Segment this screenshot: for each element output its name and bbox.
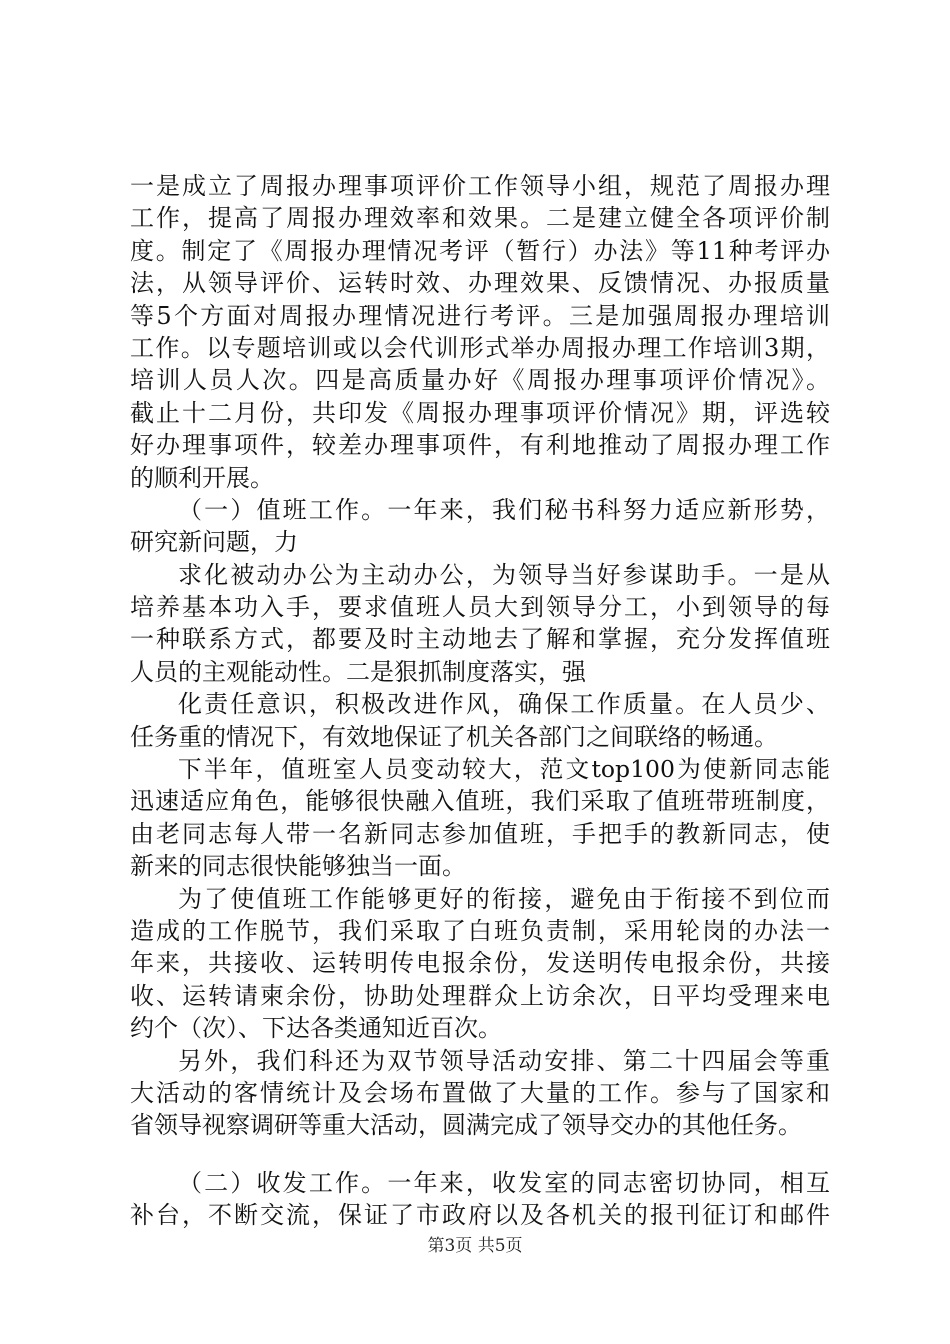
text-line: 法，从领导评价、运转时效、办理效果、反馈情况、办报质量 [130,269,830,298]
text-line: 求化被动办公为主动办公，为领导当好参谋助手。一是从 [178,560,830,589]
text-line: 度。制定了《周报办理情况考评（暂行）办法》等11种考评办 [130,236,830,265]
text-line: 人员的主观能动性。二是狠抓制度落实，强 [130,657,586,686]
paragraph-gap [130,1142,830,1167]
text-line: 年来，共接收、运转明传电报余份，发送明传电报余份，共接 [130,949,830,978]
text-line: 大活动的客情统计及会场布置做了大量的工作。参与了国家和 [130,1078,830,1107]
text-line: 迅速适应角色，能够很快融入值班，我们采取了值班带班制度， [130,787,830,816]
text-line: 造成的工作脱节，我们采取了白班负责制，采用轮岗的办法一 [130,916,830,945]
text-line: 收、运转请柬余份，协助处理群众上访余次，日平均受理来电 [130,981,830,1010]
text-line: 任务重的情况下，有效地保证了机关各部门之间联络的畅通。 [130,722,778,751]
paragraph-heading-line: （一）值班工作。一年来，我们秘书科努力适应新形势， [178,495,830,524]
text-line: 一是成立了周报办理事项评价工作领导小组，规范了周报办理 [130,172,830,200]
text-line: 培训人员人次。四是高质量办好《周报办理事项评价情况》。 [130,366,830,395]
text-line: 省领导视察调研等重大活动，圆满完成了领导交办的其他任务。 [130,1111,802,1140]
text-line: 另外，我们科还为双节领导活动安排、第二十四届会等重 [178,1046,830,1075]
text-line: 好办理事项件，较差办理事项件，有利地推动了周报办理工作 [130,431,830,460]
document-body [130,170,830,1232]
text-line: 一种联系方式，都要及时主动地去了解和掌握，充分发挥值班 [130,625,830,654]
text-line: 等5个方面对周报办理情况进行考评。三是加强周报办理培训 [130,301,830,330]
text-line: 截止十二月份，共印发《周报办理事项评价情况》期，评选较 [130,398,830,427]
text-line: 化责任意识，积极改进作风，确保工作质量。在人员少、 [178,690,830,719]
paragraph-heading-line: （二）收发工作。一年来，收发室的同志密切协同，相互 [178,1168,830,1197]
page-number-footer: 第3页 共5页 [427,1236,523,1256]
text-line: 下半年，值班室人员变动较大，范文top100为使新同志能 [178,755,830,784]
text-line: 补台，不断交流，保证了市政府以及各机关的报刊征订和邮件 [130,1201,830,1230]
text-line: 新来的同志很快能够独当一面。 [130,852,466,881]
text-line: 为了使值班工作能够更好的衔接，避免由于衔接不到位而 [178,884,830,913]
text-line: 工作，提高了周报办理效率和效果。二是建立健全各项评价制 [130,204,830,233]
text-line: 的顺利开展。 [130,463,274,492]
text-line: 工作。以专题培训或以会代训形式举办周报办理工作培训3期， [130,333,830,362]
text-line: 约个（次）、下达各类通知近百次。 [130,1014,502,1043]
text-line: 研究新问题，力 [130,528,298,557]
text-line: 由老同志每人带一名新同志参加值班，手把手的教新同志，使 [130,819,830,848]
text-line: 培养基本功入手，要求值班人员大到领导分工，小到领导的每 [130,593,830,622]
